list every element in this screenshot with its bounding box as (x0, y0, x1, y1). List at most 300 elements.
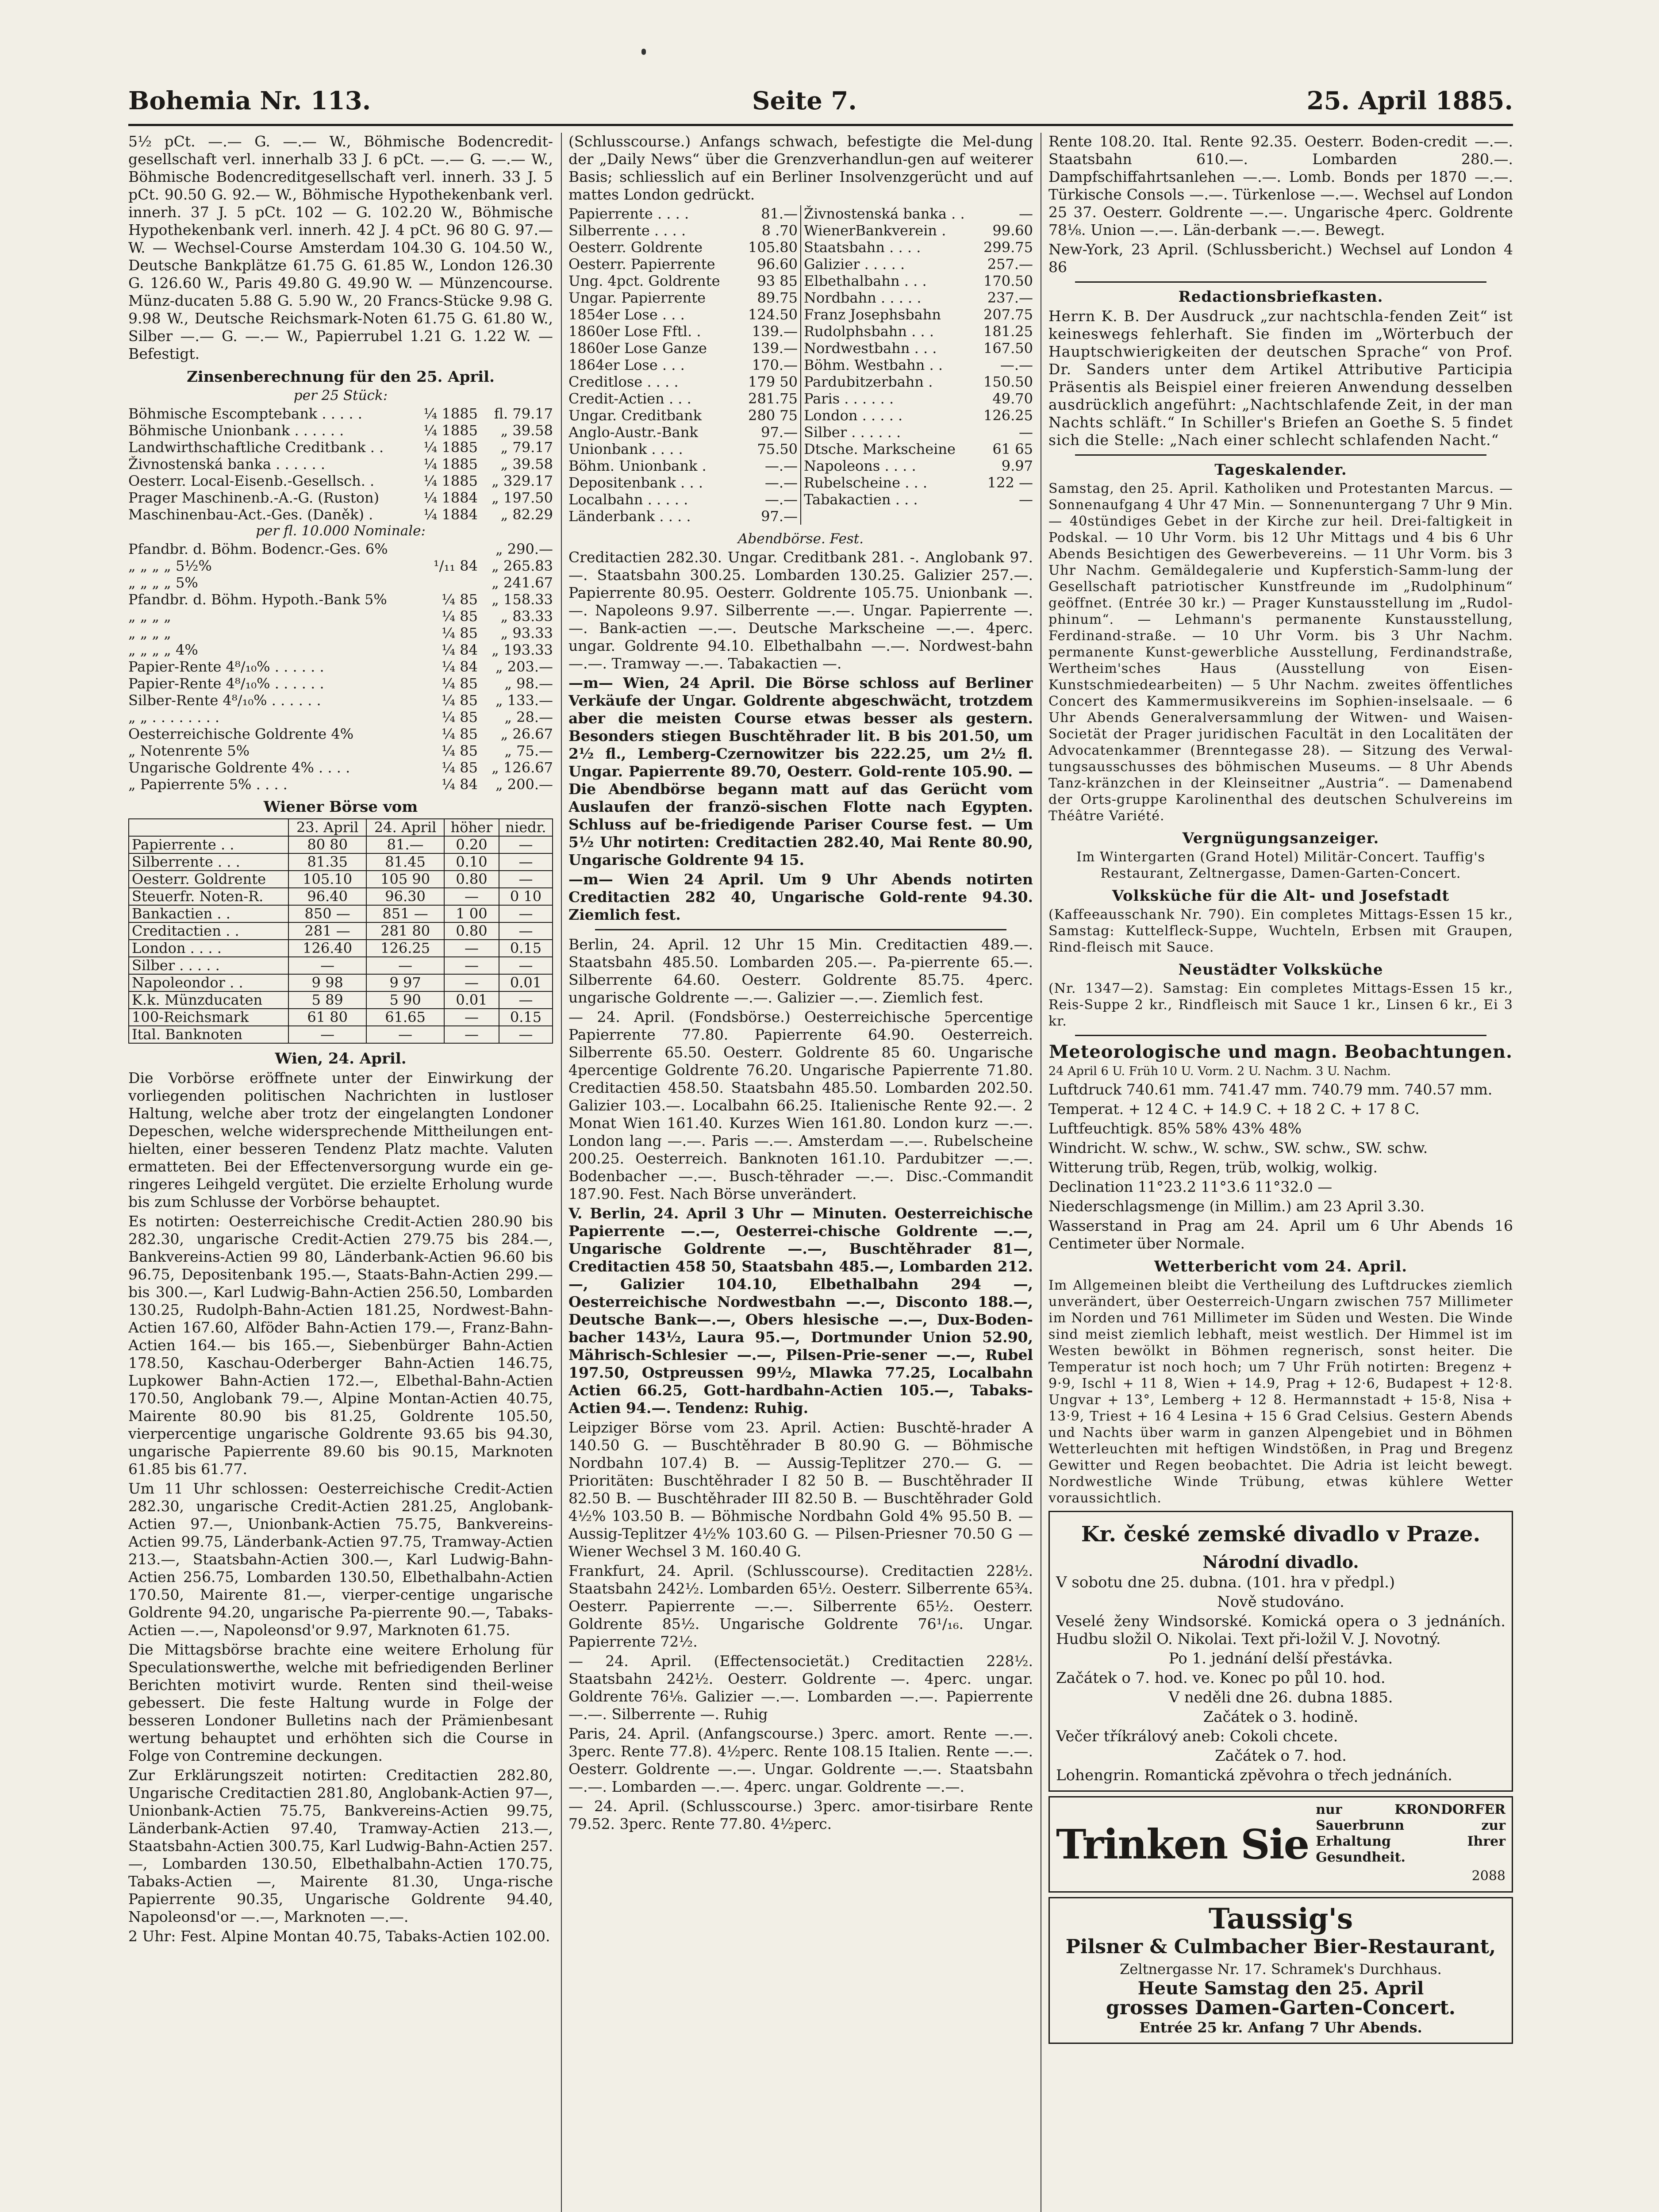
meteo-row: Luftfeuchtigk. 85% 58% 43% 48% (1048, 1120, 1302, 1137)
zins-subtitle-1: per 25 Stück: (293, 388, 388, 403)
boerse-cell: — (444, 957, 499, 974)
zins-amount: „ 28.— (504, 709, 553, 726)
boerse-cell: 61.65 (366, 1009, 444, 1026)
zins-name: Papier-Rente 4⁸/₁₀% . . . . . . (128, 675, 324, 692)
krondorfer-text: nur KRONDORFER Sauerbrunn zur Erhaltung Ihrer Gesundheit. (1316, 1802, 1505, 1865)
quote-row (568, 273, 1033, 289)
header-title: Bohemia Nr. 113. (128, 86, 371, 115)
quote-value: 75.50 (757, 441, 798, 457)
zins-amount: „ 79.17 (500, 439, 553, 456)
zins-row (128, 625, 553, 641)
quote-name: Ungar. Papierrente (568, 289, 706, 306)
zins-amount: „ 197.50 (492, 489, 553, 506)
boerse-cell: 0.10 (444, 853, 499, 871)
theater-title: Kr. české zemské divadlo v Praze. (1081, 1522, 1481, 1547)
quote-right (801, 340, 1033, 357)
quote-right (801, 407, 1033, 424)
boerse-cell: — (366, 957, 444, 974)
quote-right (801, 323, 1033, 340)
berlin-report-3: V. Berlin, 24. April 3 Uhr — Minuten. Oesterreichische Papierrente —.—, Oesterrei-chische Goldrente —.—, Ungarische Goldrente —.—, Buschtěhrader 81—, Creditactien 458 50, Staatsbahn 485.—, Lombarden 212.—, Galizier 104.10, Elbethalbahn 294 —, Oesterreichische Nordwestbahn —.—, Disconto 188.—, Deutsche Bank—.—, Obers hlesische —.—, Dux-Boden-bacher 143½, Laura 95.—, Dortmunder Union 52.90, Mährisch-Schlesier —.—, Pilsen-Prie-sener —.—, Rubel 197.50, Ostpreussen 99½, Mlawka 77.25, Localbahn Actien 66.25, Gott-hardbahn-Actien 105.—, Tabaks-Actien 94.—. Tendenz: Ruhig. (568, 1205, 1033, 1417)
quote-value: 61 65 (992, 441, 1033, 457)
zins-amount: „ 83.33 (500, 608, 553, 625)
paris-continued: Rente 108.20. Ital. Rente 92.35. Oesterr. Boden-credit —.—. Staatsbahn 610.—. Lombarden 280.—. Dampfschiffahrtsanlehen —.—. Lomb. Bonds per 1870 —.—. Türkische Consols —.—. Türkenlose —.—. Wechsel auf London 25 37. Oesterr. Goldrente —.—. Ungarische 4perc. Goldrente 78⅛. Union —.—. Län-derbank —.—. Bewegt. (1048, 133, 1513, 238)
boerse-row (129, 957, 553, 974)
quote-row (568, 441, 1033, 457)
zins-name: Böhmische Unionbank . . . . . . (128, 422, 344, 439)
quote-row (568, 222, 1033, 239)
zins-period: ¼ 85 (442, 675, 478, 692)
zins-amount: „ 329.17 (492, 472, 553, 489)
zins-row (128, 759, 553, 776)
quote-name: Rudolphsbahn . . . (804, 323, 934, 340)
boerse-cell: 126.40 (288, 940, 366, 957)
zins-row (128, 574, 553, 591)
quote-name: Elbethalbahn . . . (804, 273, 927, 289)
boerse-cell: — (288, 1026, 366, 1043)
neu-text: (Nr. 1347—2). Samstag: Ein completes Mittags-Essen 15 kr., Reis-Suppe 2 kr., Rindfleisch mit Sauce 1 kr., Linsen 6 kr., Ei 3 kr. (1048, 981, 1513, 1029)
quote-row (568, 306, 1033, 323)
quote-value: 96.60 (757, 256, 798, 273)
boerse-cell: Papierrente . . (129, 836, 288, 853)
zins-period: ¼ 1884 (423, 489, 478, 506)
quote-name: Rubelscheine . . . (804, 474, 928, 491)
bodencredit-paragraph: 5½ pCt. —.— G. —.— W., Böhmische Bodencredit-gesellschaft verl. innerhalb 33 J. 6 pCt. —.— G. —.— W., Böhmische Bodencreditgesellschaft verl. innerh. 33 J. 5 pCt. 90.50 G. 92.— W., Böhmische Hypothekenbank verl. innerh. 37 J. 5 pCt. 102 — G. 102.20 W., Böhmische Hypothekenbank verl. innerh. 42 J. 4 pCt. 96 80 G. 97.— W. — Wechsel-Course Amsterdam 104.30 G. 104.50 W., Deutsche Bankplätze 61.75 G. 61.85 W., London 126.30 G. 126.60 W., Paris 49.80 G. 49.90 W. — Münzencourse. Münz-ducaten 5.88 G. 5.90 W., 20 Francs-Stücke 9.98 G. 9.98 W., Deutsche Reichsmark-Noten 61.75 G. 61.80 W., Silber —.— G. —.— W., Papierrubel 1.21 G. 1.22 W. — Befestigt. (128, 133, 553, 362)
zins-period: ¼ 85 (442, 742, 478, 759)
neu-title: Neustädter Volksküche (1178, 961, 1383, 979)
wien-paragraph: Zur Erklärungszeit notirten: Creditactien 282.80, Ungarische Creditactien 281.80, Anglobank-Actien 97—, Unionbank-Actien 75.75, Bankvereins-Actien 99.75, Länderbank-Actien 97.40, Tramway-Actien 213.—, Staatsbahn-Actien 300.75, Karl Ludwig-Bahn-Actien 257.—, Lombarden 130.50, Elbethalbahn-Actien 170.75, Tabaks-Actien —, Mairente 81.30, Unga-rische Papierrente 90.35, Ungarische Goldrente 94.40, Napoleonsd'or —.—, Marknoten —.—. (128, 1767, 553, 1925)
column-rule-1 (561, 133, 562, 2212)
boerse-cell: — (499, 905, 553, 922)
quote-value: 150.50 (983, 373, 1033, 390)
quote-value: — (1019, 491, 1033, 508)
boerse-cell: — (499, 991, 553, 1009)
quote-value: —.— (764, 474, 798, 491)
volks-text: (Kaffeeausschank Nr. 790). Ein completes Mittags-Essen 15 kr., Samstag: Kuttelfleck-Suppe, Wuchteln, Erbsen mit Graupen, Rind-fleisch mit Sauce. (1048, 907, 1513, 955)
boerse-cell: — (366, 1026, 444, 1043)
boerse-cell: — (499, 836, 553, 853)
boerse-cell: — (499, 957, 553, 974)
wien-paragraph: Die Mittagsbörse brachte eine weitere Erholung für Speculationswerthe, welche mit befriedigenden Berliner Berichten motivirt wurde. Renten sind theil-weise gebessert. Die feste Haltung wurde in Folge der besseren Londoner Bulletins nach der Prämienbesant wertung behauptet und erhöhten sich die Course in Folge von Contremine deckungen. (128, 1641, 553, 1764)
boerse-header-cell: 24. April (366, 819, 444, 836)
quote-row (568, 424, 1033, 441)
quote-name: Creditlose . . . . (568, 373, 679, 390)
separator (1075, 1035, 1486, 1036)
boerse-cell: 0 10 (499, 888, 553, 905)
zins-name: „ „ „ „ 5% (128, 574, 198, 591)
separator (1075, 454, 1486, 456)
taussig-line-2: Zeltnergasse Nr. 17. Schramek's Durchhaus. (1120, 1961, 1442, 1978)
zins-subtitle-2: per fl. 10.000 Nominale: (256, 523, 426, 539)
zins-name: Prager Maschinenb.-A.-G. (Ruston) (128, 489, 380, 506)
quote-name: Silberrente . . . . (568, 222, 686, 239)
quote-name: Staatsbahn . . . . (804, 239, 921, 256)
zins-name: „ „ „ „ (128, 608, 171, 625)
boerse-cell: 0.80 (444, 871, 499, 888)
zins-name: Živnostenská banka . . . . . . (128, 456, 326, 472)
theater-program (1056, 1574, 1505, 1784)
zins-row (128, 439, 553, 456)
wien-paragraph: Es notirten: Oesterreichische Credit-Actien 280.90 bis 282.30, ungarische Credit-Actien 279.75 bis 284.—, Bankvereins-Actien 99 80, Länderbank-Actien 96.60 bis 96.75, Depositenbank 195.—, Staats-Bahn-Actien 299.— bis 300.—, Karl Ludwig-Bahn-Actien 256.50, Lombarden 130.25, Rudolph-Bahn-Actien 181.25, Nordwest-Bahn-Actien 167.60, Alföder Bahn-Actien 179.—, Franz-Bahn-Actien 164.— bis 165.—, Siebenbürger Bahn-Actien 178.50, Kaschau-Oderberger Bahn-Actien 146.75, Lupkower Bahn-Actien 172.—, Elbethal-Bahn-Actien 170.50, Anglobank 79.—, Alpine Montan-Actien 40.75, Mairente 80.90 bis 81.25, Goldrente 105.50, vierpercentige ungarische Goldrente 93.65 bis 94.30, ungarische Papierrente 89.60 bis 90.15, Marknoten 61.85 bis 61.77. (128, 1213, 553, 1478)
quote-name: Tabakactien . . . (804, 491, 918, 508)
meteo-table (1048, 1081, 1513, 1252)
quote-value: 257.— (987, 256, 1033, 273)
boerse-cell: 96.40 (288, 888, 366, 905)
zins-amount: „ 241.67 (492, 574, 553, 591)
berlin-report-2: — 24. April. (Fondsbörse.) Oesterreichische 5percentige Papierrente 77.80. Papierrente 64.90. Oesterreich. Silberrente 65.50. Oesterr. Goldrente 85 60. Ungarische 4percentige Goldrente 76.20. Ungarische Papierrente 71.80. Creditactien 458.50. Staatsbahn 485.50. Lombarden 202.50. Galizier 103.—. Localbahn 66.25. Italienische Rente 92.—. 2 Monat Wien 161.40. Kurzes Wien 161.80. London kurz —.—. London lang —.—. Paris —.—. Amsterdam —.—. Rubelscheine 200.25. Oesterreich. Banknoten 161.10. Pardubitzer —.—. Bodenbacher —.—. Busch-těhrader —.—. Disc.-Commandit 187.90. Fest. Nach Börse unverändert. (568, 1008, 1033, 1202)
vergn-title: Vergnügungsanzeiger. (1182, 830, 1379, 847)
boerse-cell: 126.25 (366, 940, 444, 957)
zins-row (128, 742, 553, 759)
boerse-cell: 1 00 (444, 905, 499, 922)
boerse-cell: — (444, 1009, 499, 1026)
quote-left (568, 441, 801, 457)
zins-amount: „ 98.— (504, 675, 553, 692)
quote-row (568, 357, 1033, 373)
boerse-cell: — (499, 871, 553, 888)
quote-value: 93 85 (757, 273, 798, 289)
quote-left (568, 357, 801, 373)
boerse-row (129, 836, 553, 853)
boerse-cell: 105.10 (288, 871, 366, 888)
boerse-row (129, 1026, 553, 1043)
quote-value: 8 .70 (761, 222, 798, 239)
boerse-cell: — (444, 1026, 499, 1043)
zins-period: ¼ 85 (442, 759, 478, 776)
quote-value: 139.— (752, 340, 798, 357)
quote-left (568, 239, 801, 256)
quote-value: 81.— (761, 205, 798, 222)
boerse-cell: Oesterr. Goldrente (129, 871, 288, 888)
quote-left (568, 491, 801, 508)
zins-name: „ „ „ „ (128, 625, 171, 641)
zins-name: „ „ . . . . . . . . (128, 709, 220, 726)
quote-value: 167.50 (983, 340, 1033, 357)
boerse-cell: Steuerfr. Noten-R. (129, 888, 288, 905)
quote-value: 181.25 (983, 323, 1033, 340)
frankfurt-report-2: — 24. April. (Effectensocietät.) Creditactien 228½. Staatsbahn 242½. Oesterr. Goldrente —. 4perc. ungar. Goldrente 76⅛. Galizier —.—. Lombarden —.—. Papierrente —.—. Silberrente —. Ruhig (568, 1652, 1033, 1723)
boerse-header-cell (129, 819, 288, 836)
zins-name: Oesterr. Local-Eisenb.-Gesellsch. . (128, 472, 375, 489)
quote-name: Napoleons . . . . (804, 457, 916, 474)
boerse-cell: 0.01 (444, 991, 499, 1009)
quote-row (568, 323, 1033, 340)
column-2 (568, 133, 1033, 2212)
quote-value: 170.50 (983, 273, 1033, 289)
taussig-title: Taussig's (1208, 1902, 1353, 1936)
paris-report-2: — 24. April. (Schlusscourse.) 3perc. amor-tisirbare Rente 79.52. 3perc. Rente 77.80. 4½perc. (568, 1797, 1033, 1832)
column-3 (1048, 133, 1513, 2212)
page-header (128, 86, 1513, 126)
quote-value: 99.60 (992, 222, 1033, 239)
zins-row (128, 489, 553, 506)
boerse-cell: — (444, 888, 499, 905)
zins-name: „ Notenrente 5% (128, 742, 250, 759)
quote-right (801, 256, 1033, 273)
quote-value: —.— (1000, 357, 1033, 373)
quote-value: 179 50 (748, 373, 798, 390)
wien-paragraph: Um 11 Uhr schlossen: Oesterreichische Credit-Actien 282.30, ungarische Credit-Actien 281.25, Anglobank-Actien 97.—, Unionbank-Actien 75.75, Bankvereins-Actien 99.75, Länderbank-Actien 97.75, Tramway-Actien 213.—, Staatsbahn-Actien 300.—, Karl Ludwig-Bahn-Actien 256.75, Lombarden 130.50, Elbethalbahn-Actien 170.50, Mairente 81.—, vierper-centige ungarische Goldrente 94.20, ungarische Pa-pierrente 90.—, Tabaks-Actien —.—, Napoleonsd'or 9.97, Marknoten 61.75. (128, 1480, 553, 1639)
zins-name: Böhmische Escomptebank . . . . . (128, 405, 362, 422)
boerse-row (129, 922, 553, 940)
vergn-text: Im Wintergarten (Grand Hotel) Militär-Concert. Tauffig's Restaurant, Zeltnergasse, Damen-Garten-Concert. (1076, 849, 1485, 881)
zins-name: Silber-Rente 4⁸/₁₀% . . . . . . (128, 692, 321, 709)
quote-value: 49.70 (992, 390, 1033, 407)
separator (595, 929, 1006, 930)
quote-left (568, 273, 801, 289)
zins-title: Zinsenberechnung für den 25. April. (187, 368, 495, 386)
quote-right (801, 273, 1033, 289)
quote-left (568, 457, 801, 474)
boerse-cell: 5 89 (288, 991, 366, 1009)
zins-amount: „ 126.67 (492, 759, 553, 776)
boerse-cell: — (288, 957, 366, 974)
boerse-row (129, 853, 553, 871)
quote-row (568, 239, 1033, 256)
zins-amount: „ 158.33 (492, 591, 553, 608)
quote-value: —.— (764, 491, 798, 508)
quote-left (568, 256, 801, 273)
quote-right (801, 508, 1033, 525)
boerse-cell: Napoleondor . . (129, 974, 288, 991)
quote-name: Depositenbank . . . (568, 474, 703, 491)
theater-line: Lohengrin. Romantická zpěvohra o třech jednáních. (1056, 1767, 1452, 1784)
quote-value: 207.75 (983, 306, 1033, 323)
boerse-table (128, 818, 553, 1044)
zins-row (128, 557, 553, 574)
boerse-cell: 81.— (366, 836, 444, 853)
quote-name: Pardubitzerbahn . (804, 373, 933, 390)
boerse-header-cell: niedr. (499, 819, 553, 836)
quote-row (568, 457, 1033, 474)
boerse-header-cell: höher (444, 819, 499, 836)
boerse-row (129, 871, 553, 888)
leipzig-report: Leipziger Börse vom 23. April. Actien: Buschtě-hrader A 140.50 G. — Buschtěhrader B 80.90 G. — Böhmische Nordbahn 107.4) B. — Aussig-Teplitzer 270.— G. — Prioritäten: Buschtěhrader I 82 50 B. — Buschtěhrader II 82.50 B. — Buschtěhrader III 82.50 B. — Buschtěhrader Gold 4½% 103.50 B. — Böhmische Nordbahn Gold 4% 95.50 B. — Aussig-Teplitzer 4½% 103.60 G. — Pilsen-Priesner 70.50 G — Wiener Wechsel 3 M. 160.40 G. (568, 1419, 1033, 1560)
zins-amount: „ 203.— (495, 658, 553, 675)
zins-period: ¼ 85 (442, 726, 478, 742)
zins-period: ¼ 1885 (423, 472, 478, 489)
paris-report-1: Paris, 24. April. (Anfangscourse.) 3perc. amort. Rente —.—. 3perc. Rente 77.8). 4½perc. Rente 108.15 Italien. Rente —.—. Oesterr. Goldrente —.—. Ungar. Goldrente —.—. Staatsbahn —.—. Lombarden —.—. 4perc. ungar. Goldrente —.—. (568, 1725, 1033, 1795)
boerse-cell: — (444, 974, 499, 991)
taussig-line-1: Pilsner & Culmbacher Bier-Restaurant, (1065, 1936, 1496, 1958)
separator (1075, 281, 1486, 283)
zins-period: ¼ 1885 (423, 422, 478, 439)
zins-name: Maschinenbau-Act.-Ges. (Daněk) . (128, 506, 373, 523)
zins-row (128, 541, 553, 557)
quote-value: —.— (764, 457, 798, 474)
boerse-cell: 9 98 (288, 974, 366, 991)
quote-name: Paris . . . . . . (804, 390, 894, 407)
boerse-cell: 81.35 (288, 853, 366, 871)
boerse-cell: K.k. Münzducaten (129, 991, 288, 1009)
quote-right (801, 441, 1033, 457)
theater-line: Začátek o 3. hodině. (1203, 1708, 1359, 1726)
boerse-row (129, 1009, 553, 1026)
telegram-wien-1: —m— Wien, 24 April. Die Börse schloss auf Berliner Verkäufe der Ungar. Goldrente abgeschwächt, trotzdem aber die meisten Course etwas besser als gestern. Besonders stiegen Buschtěhrader lit. B bis 201.50, um 2½ fl., Lemberg-Czernowitzer bis 222.25, um 2½ fl. Ungar. Papierrente 89.70, Oesterr. Gold-rente 105.90. — Die Abendbörse begann matt auf das Gerücht vom Auslaufen der franzö-sischen Flotte nach Egypten. Schluss auf be-friedigende Pariser Course fest. — Um 5½ Uhr notirten: Creditactien 282.40, Mai Rente 80.90, Ungarische Goldrente 94 15. (568, 674, 1033, 868)
zins-period: ¼ 1884 (423, 506, 478, 523)
quote-value: 97.— (761, 424, 798, 441)
boerse-cell: 81.45 (366, 853, 444, 871)
quote-value: 139.— (752, 323, 798, 340)
zins-period: ¼ 85 (442, 591, 478, 608)
quote-value: 97.— (761, 508, 798, 525)
zins-period: ¼ 85 (442, 625, 478, 641)
quote-left (568, 508, 801, 525)
zins-row (128, 726, 553, 742)
meteo-title: Meteorologische und magn. Beobachtungen. (1049, 1041, 1513, 1062)
quote-row (568, 205, 1033, 222)
wien-paragraph: 2 Uhr: Fest. Alpine Montan 40.75, Tabaks-Actien 102.00. (128, 1928, 550, 1945)
boerse-cell: 0.80 (444, 922, 499, 940)
zins-table-1 (128, 405, 553, 523)
quote-value: 105.80 (748, 239, 798, 256)
zins-amount: „ 193.33 (492, 641, 553, 658)
zins-amount: „ 39.58 (500, 422, 553, 439)
zins-amount: „ 200.— (495, 776, 553, 793)
wien-report (128, 1069, 553, 1945)
boerse-cell: Creditactien . . (129, 922, 288, 940)
quote-value: 281.75 (748, 390, 798, 407)
quote-right (801, 222, 1033, 239)
zins-name: Pfandbr. d. Böhm. Bodencr.-Ges. 6% (128, 541, 388, 557)
quote-value: — (1019, 424, 1033, 441)
quote-value: 89.75 (757, 289, 798, 306)
header-page-number: Seite 7. (752, 86, 857, 115)
zins-amount: „ 265.83 (492, 557, 553, 574)
boerse-cell: 281 80 (366, 922, 444, 940)
zins-amount: „ 133.— (495, 692, 553, 709)
meteo-row: Wasserstand in Prag am 24. April um 6 Uhr Abends 16 Centimeter über Normale. (1048, 1217, 1513, 1252)
theater-line: Večer tříkrálový aneb: Cokoli chcete. (1056, 1728, 1338, 1745)
quote-left (568, 205, 801, 222)
theater-line: Po 1. jednání delší přestávka. (1168, 1650, 1393, 1667)
quote-name: Länderbank . . . . (568, 508, 691, 525)
wien-paragraph: Die Vorbörse eröffnete unter der Einwirkung der vorliegenden politischen Nachrichten in lustloser Haltung, welche aber trotz der eingelangten Londoner Depeschen, welche widersprechende Mittheilungen ent-hielten, einer besseren Tendenz Platz machte. Valuten ermatteten. Bei der Effectenversorgung wurde ein ge-ringeres Leihgeld vergütet. Die erzielte Erholung wurde bis zum Schlusse der Vorbörse behauptet. (128, 1069, 553, 1210)
quote-left (568, 340, 801, 357)
boerse-cell: Silber . . . . . (129, 957, 288, 974)
quote-name: Anglo-Austr.-Bank (568, 424, 698, 441)
quote-name: Böhm. Westbahn . . (804, 357, 943, 373)
quote-name: Silber . . . . . . (804, 424, 901, 441)
quote-right (801, 306, 1033, 323)
meteo-row: Witterung trüb, Regen, trüb, wolkig, wolkig. (1048, 1159, 1378, 1176)
zins-name: „ Papierrente 5% . . . . (128, 776, 288, 793)
theater-line: Veselé ženy Windsorské. Komická opera o 3 jednáních. Hudbu složil O. Nikolai. Text při-ložil V. J. Novotný. (1056, 1613, 1505, 1648)
quote-name: Oesterr. Papierrente (568, 256, 715, 273)
quote-name: Galizier . . . . . (804, 256, 905, 273)
quote-row (568, 289, 1033, 306)
theater-line: Začátek o 7. hod. (1215, 1747, 1347, 1765)
boerse-cell: Ital. Banknoten (129, 1026, 288, 1043)
quote-row (568, 340, 1033, 357)
meteo-row: Luftdruck 740.61 mm. 741.47 mm. 740.79 mm. 740.57 mm. (1048, 1081, 1493, 1098)
zins-row (128, 422, 553, 439)
quote-value: 9.97 (1001, 457, 1033, 474)
tages-title: Tageskalender. (1214, 461, 1347, 479)
telegram-wien-2: —m— Wien 24 April. Um 9 Uhr Abends notirten Creditactien 282 40, Ungarische Gold-rente 94.30. Ziemlich fest. (568, 871, 1033, 923)
boerse-cell: 100-Reichsmark (129, 1009, 288, 1026)
boerse-row (129, 905, 553, 922)
zins-table-2 (128, 541, 553, 793)
zins-row (128, 591, 553, 608)
quote-value: 280 75 (748, 407, 798, 424)
ink-speck (641, 49, 646, 55)
abend-title: Abendbörse. Fest. (737, 531, 864, 547)
zins-period (403, 574, 478, 591)
boerse-cell: 0.15 (499, 940, 553, 957)
zins-amount: „ 290.— (495, 541, 553, 557)
quote-right (801, 474, 1033, 491)
boerse-cell: — (499, 853, 553, 871)
header-rule (128, 124, 1513, 126)
zins-row (128, 658, 553, 675)
quote-name: Ung. 4pct. Goldrente (568, 273, 720, 289)
redaktion-text: Herrn K. B. Der Ausdruck „zur nachtschla-fenden Zeit“ ist keineswegs fehlerhaft. Sie finden im „Wörterbuch der Hauptschwierigkeiten der deutschen Sprache“ von Prof. Dr. Sanders unter dem Artikel Attributive Participia Präsentis als Beispiel einer freieren Anwendung desselben ausdrücklich angeführt: „Nachtschlafende Zeit, in der man Nachts schläft.“ In Schiller's Briefen an Goethe S. 5 findet sich die Stelle: „Nach einer schlecht schlafenden Nacht.“ (1048, 307, 1513, 449)
quote-name: Credit-Actien . . . (568, 390, 691, 407)
quote-row (568, 491, 1033, 508)
zins-row (128, 692, 553, 709)
zins-row (128, 456, 553, 472)
zins-amount: „ 39.58 (500, 456, 553, 472)
boerse-header-cell: 23. April (288, 819, 366, 836)
zins-name: „ „ „ „ 4% (128, 641, 198, 658)
boerse-cell: — (499, 922, 553, 940)
quote-left (568, 289, 801, 306)
zins-row (128, 675, 553, 692)
quote-name: Oesterr. Goldrente (568, 239, 703, 256)
boerse-cell: 80 80 (288, 836, 366, 853)
taussig-ad (1048, 1897, 1513, 2044)
zins-period: ¹/₁₁ 84 (433, 557, 478, 574)
quote-row (568, 373, 1033, 390)
quote-name: 1854er Lose . . . (568, 306, 685, 323)
zins-row (128, 776, 553, 793)
krondorfer-ad (1048, 1796, 1513, 1893)
boerse-cell: 0.20 (444, 836, 499, 853)
boerse-cell: — (444, 940, 499, 957)
quote-right (801, 239, 1033, 256)
boerse-row (129, 991, 553, 1009)
quote-name: Ungar. Creditbank (568, 407, 702, 424)
quote-value: 126.25 (983, 407, 1033, 424)
quote-row (568, 474, 1033, 491)
quote-name: 1864er Lose . . . (568, 357, 685, 373)
quote-name: Böhm. Unionbank . (568, 457, 707, 474)
zins-amount: fl. 79.17 (494, 405, 553, 422)
schlusscourse-intro: (Schlusscourse.) Anfangs schwach, befestigte die Mel-dung der „Daily News“ über die Grenzverhandlun-gen auf weiterer Basis; schliesslich auf ein Berliner Insolvenzgerücht und auf mattes London gedrückt. (568, 133, 1033, 203)
quote-row (568, 390, 1033, 407)
zins-row (128, 405, 553, 422)
krondorfer-number: 2088 (1471, 1868, 1505, 1884)
krondorfer-headline: Trinken Sie (1056, 1820, 1309, 1868)
quote-name: Živnostenská banka . . (804, 205, 965, 222)
boerse-cell: 61 80 (288, 1009, 366, 1026)
quote-left (568, 407, 801, 424)
frankfurt-report-1: Frankfurt, 24. April. (Schlusscourse). Creditactien 228½. Staatsbahn 242½. Lombarden 65½. Oesterr. Silberrente 65¾. Oesterr. Papierrente —.—. Silberrente 65½. Oesterr. Goldrente 85½. Ungarische Goldrente 76¹/₁₆. Ungar. Papierrente 72½. (568, 1562, 1033, 1650)
quote-row (568, 508, 1033, 525)
zins-row (128, 641, 553, 658)
quote-left (568, 424, 801, 441)
zins-period: ¼ 1885 (423, 405, 478, 422)
taussig-line-4: grosses Damen-Garten-Concert. (1106, 1997, 1456, 2019)
theater-line: Nově studováno. (1217, 1593, 1344, 1611)
quotes-table (568, 205, 1033, 525)
zins-amount: „ 26.67 (500, 726, 553, 742)
quote-name: WienerBankverein . (804, 222, 946, 239)
redaktion-title: Redactionsbriefkasten. (1178, 288, 1383, 306)
quote-name: London . . . . . (804, 407, 903, 424)
quote-name: Papierrente . . . . (568, 205, 689, 222)
zins-name: Oesterreichische Goldrente 4% (128, 726, 354, 742)
